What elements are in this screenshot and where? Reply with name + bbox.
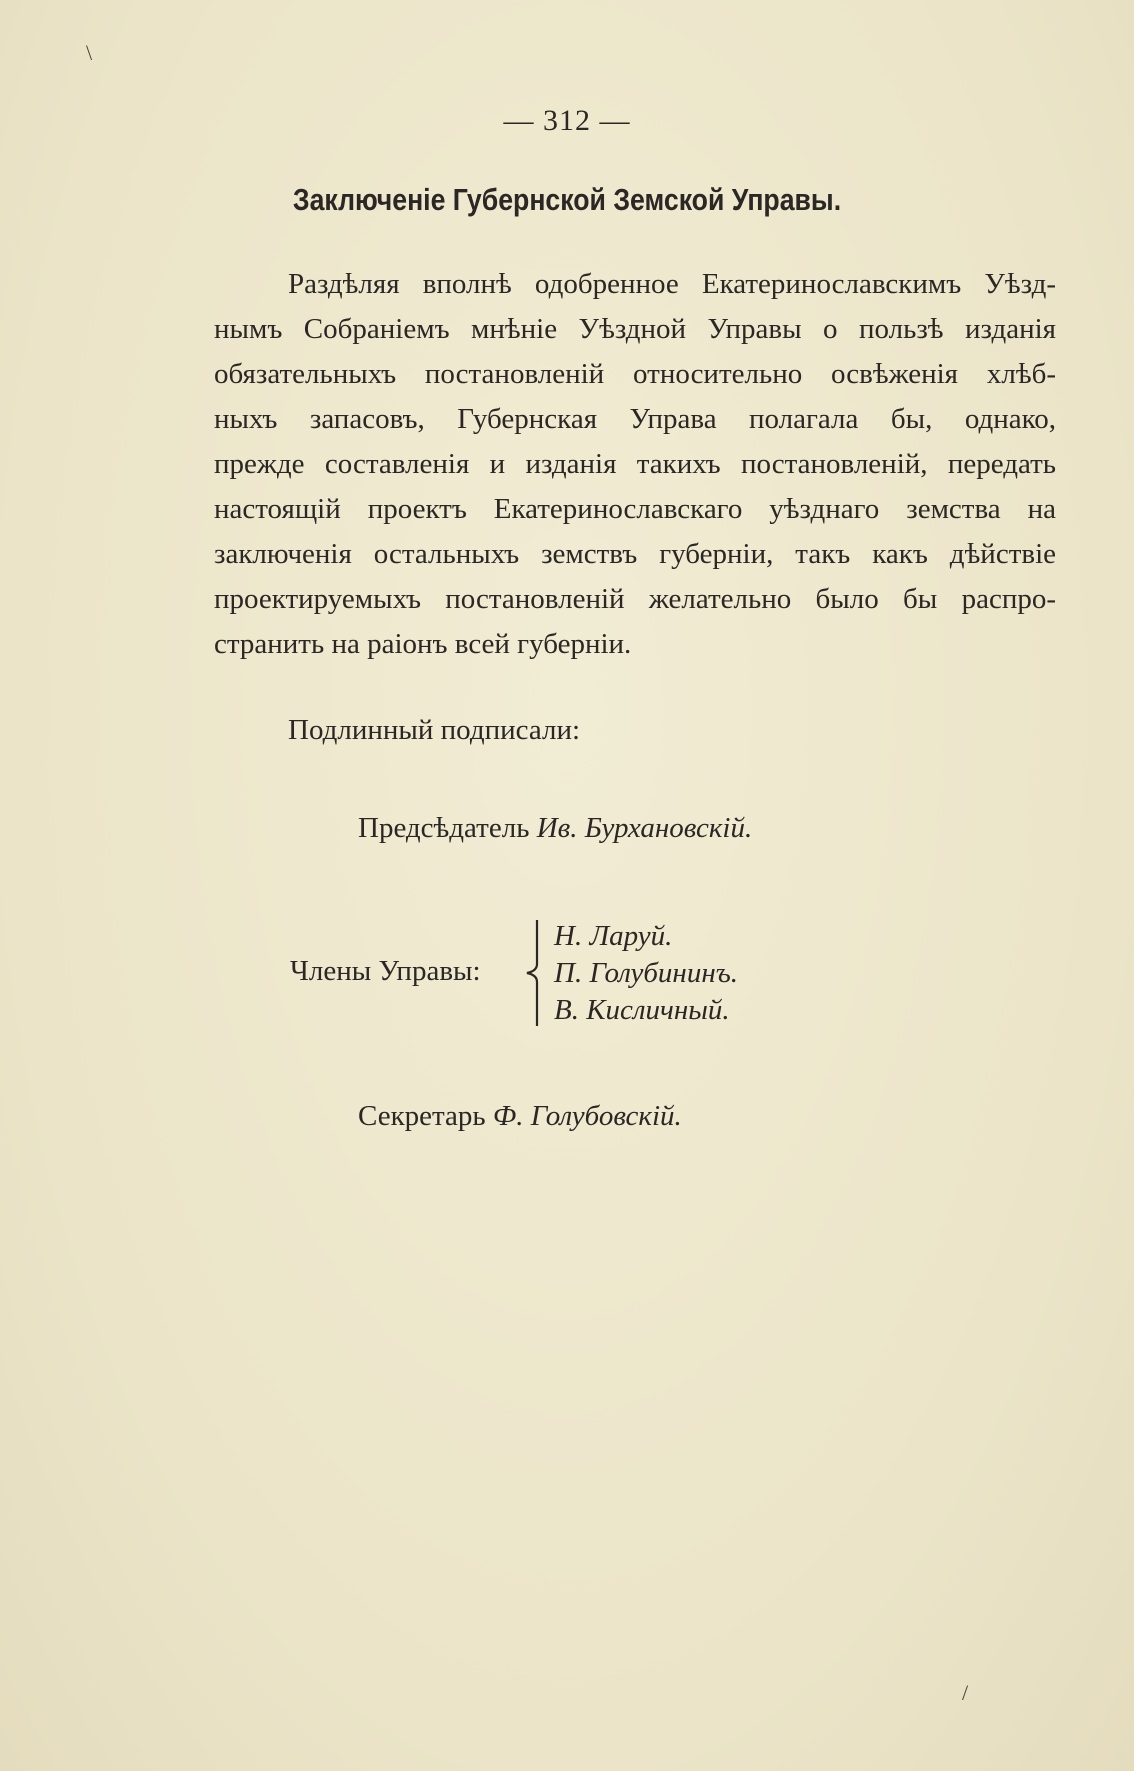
paragraph-line: ныхъ запасовъ, Губернская Управа полагала бы, однако, — [214, 403, 1056, 435]
secretary-title: Секретарь — [358, 1100, 486, 1132]
paragraph-line: Раздѣляя вполнѣ одобренное Екатеринославскимъ Уѣзд- — [288, 268, 1056, 300]
member-name: П. Голубининъ. — [554, 957, 739, 989]
member-name: В. Кисличный. — [554, 994, 730, 1026]
members-list — [554, 918, 738, 1029]
paragraph-line: странить на раіонъ всей губерніи. — [214, 628, 632, 660]
curly-brace-icon — [519, 918, 543, 1028]
secretary-name: Ф. Голубовскій. — [492, 1100, 682, 1132]
margin-mark: \ — [86, 40, 93, 65]
paragraph-line: заключенія остальныхъ земствъ губерніи, такъ какъ дѣйствіе — [214, 538, 1056, 570]
chairman-signature — [358, 812, 752, 845]
paragraph-line: нымъ Собраніемъ мнѣніе Уѣздной Управы о пользѣ изданія — [214, 313, 1056, 345]
section-heading: Заключеніе Губернской Земской Управы. — [292, 182, 842, 217]
conclusion-paragraph — [214, 262, 1056, 667]
chairman-name: Ив. Бурхановскій. — [536, 812, 753, 844]
members-label: Члены Управы: — [290, 955, 481, 987]
secretary-signature — [358, 1100, 682, 1133]
paragraph-line: настоящій проектъ Екатеринославскаго уѣзднаго земства на — [214, 493, 1056, 525]
signed-label: Подлинный подписали: — [288, 714, 581, 746]
paragraph-line: проектируемыхъ постановленій желательно было бы распро- — [214, 583, 1056, 615]
paragraph-line: прежде составленія и изданія такихъ постановленій, передать — [214, 448, 1056, 480]
member-name: Н. Ларуй. — [554, 920, 673, 952]
chairman-title: Предсѣдатель — [358, 812, 530, 844]
page-number: — 312 — — [503, 104, 631, 137]
paragraph-line: обязательныхъ постановленій относительно освѣженія хлѣб- — [214, 358, 1056, 390]
margin-mark: / — [962, 1680, 969, 1705]
